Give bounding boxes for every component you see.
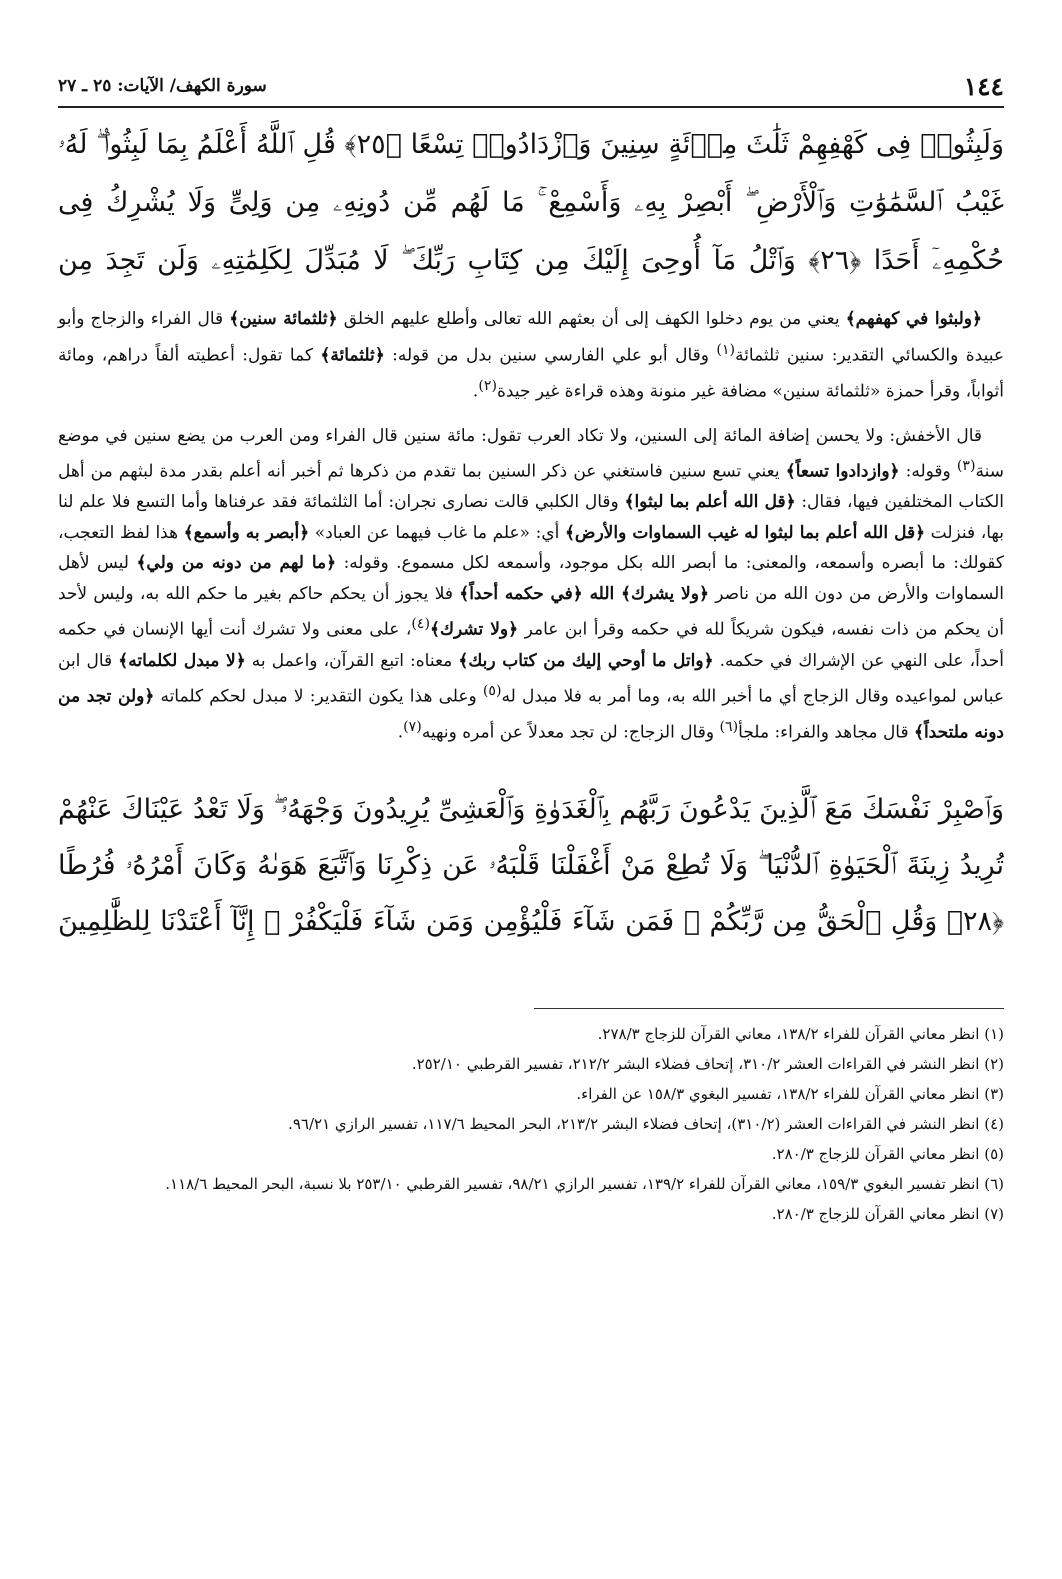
verse-quote: ﴿ولا تشرك﴾ (429, 620, 519, 641)
commentary-text: وقال الكلبي قالت نصارى نجران: أما الثلثمائة فقد عرفناها وأما التسع فلا علم لنا بها، فنزلت (58, 492, 1004, 543)
commentary-text: قال ابن عباس لمواعيده وقال الزجاج أي ما أخبر الله به، وما أمر به فلا مبدل له (58, 650, 1004, 707)
commentary-text: معناه: اتبع القرآن، واعمل به (245, 650, 459, 671)
footnote-ref: (٧) (403, 719, 422, 736)
tafsir-paragraph-1 (58, 304, 1004, 407)
surah-reference: سورة الكهف/ الآيات: ٢٥ ـ ٢٧ (58, 76, 267, 96)
footnote-divider (534, 1008, 1004, 1009)
footnotes (58, 1019, 1004, 1229)
commentary-text: قال الفراء والزجاج وأبو عبيدة والكسائي التقدير: سنين ثلثمائة (58, 309, 1004, 366)
verse-quote: ﴿لا مبدل لكلماته﴾ (118, 650, 246, 671)
verse-quote: ﴿ثلثمائة﴾ (320, 345, 385, 366)
commentary-text: وقوله: (899, 461, 957, 482)
footnote-ref: (١) (716, 341, 736, 358)
footnote-1: (١) انظر معاني القرآن للفراء ١٣٨/٢، معاني القرآن للزجاج ٢٧٨/٣. (597, 1025, 1004, 1044)
footnote-ref: (٥) (482, 683, 502, 700)
quran-verses-25-27: وَلَبِثُوا۟ فِى كَهْفِهِمْ ثَلَٰثَ مِا۟ئَةٍ سِنِينَ وَٱزْدَادُوا۟ تِسْعًا ﴿٢٥﴾ قُلِ ٱللَّهُ أَعْلَمُ بِمَا لَبِثُوا۟ ۖ لَهُۥ غَيْبُ ٱلسَّمَٰوَٰتِ وَٱلْأَرْضِ ۖ أَبْصِرْ بِهِۦ وَأَسْمِعْ ۚ مَا لَهُم مِّن دُونِهِۦ مِن وَلِىٍّ وَلَا يُشْرِكُ فِى حُكْمِهِۦٓ أَحَدًا ﴿٢٦﴾ وَٱتْلُ مَآ أُوحِىَ إِلَيْكَ مِن كِتَابِ رَبِّكَ ۖ لَا مُبَدِّلَ لِكَلِمَٰتِهِۦ وَلَن تَجِدَ مِن (58, 129, 1004, 276)
footnote-4: (٤) انظر النشر في القراءات العشر (٣١٠/٢)، إتحاف فضلاء البشر ٢١٣/٢، البحر المحيط ١١٧/٦، تفسير الرازي ٩٦/٢١. (288, 1115, 1004, 1134)
commentary-text: وعلى هذا يكون التقدير: لا مبدل لحكم كلماته (154, 686, 483, 707)
footnote-ref: (٢) (478, 377, 497, 394)
footnote-ref: (٤) (411, 616, 430, 633)
page-number: ١٤٤ (963, 72, 1004, 101)
commentary-text: ليس لأهل السماوات والأرض من دون الله من ناصر (58, 553, 1005, 604)
verse-quote: ﴿قل الله أعلم بما لبثوا له غيب السماوات والأرض﴾ (564, 522, 926, 543)
verse-quote: ﴿ولبثوا في كهفهم﴾ (845, 309, 982, 329)
tafsir-commentary (58, 304, 1004, 748)
verse-quote: ﴿في حكمه أحداً﴾ (459, 583, 583, 604)
commentary-text: قال مجاهد والفراء: ملجأ (738, 722, 914, 743)
commentary-text: يعني من يوم دخلوا الكهف إلى أن بعثهم الله تعالى وأطلع عليهم الخلق (337, 309, 846, 329)
commentary-text: الله (582, 583, 622, 604)
commentary-text: أي: «علم ما غاب فيهما عن العباد» (309, 522, 565, 543)
footnote-ref: (٦) (719, 719, 739, 736)
commentary-text: وقال الزجاج: لن تجد معدلاً عن أمره ونهيه (421, 722, 720, 743)
verse-quote: ﴿واتل ما أوحي إليك من كتاب ربك﴾ (458, 650, 714, 671)
book-page (58, 72, 1004, 1229)
verse-quote: ﴿قل الله أعلم بما لبثوا﴾ (624, 492, 796, 513)
commentary-text: كما تقول: أعطيته ألفاً دراهم، ومائة أثواباً، وقرأ حمزة «ثلثمائة سنين» مضافة غير منونة وهذه قراءة غير جيدة (58, 345, 1004, 402)
verse-quote: ﴿ولن تجد من دونه ملتحداً﴾ (58, 686, 1004, 743)
footnote-ref: (٣) (956, 458, 976, 475)
verse-quote: ﴿ولا يشرك﴾ (621, 583, 709, 604)
tafsir-paragraph-2 (58, 421, 1004, 749)
quran-verses-28-29: وَٱصْبِرْ نَفْسَكَ مَعَ ٱلَّذِينَ يَدْعُونَ رَبَّهُم بِٱلْغَدَوٰةِ وَٱلْعَشِىِّ يُرِيدُونَ وَجْهَهُۥ ۖ وَلَا تَعْدُ عَيْنَاكَ عَنْهُمْ تُرِيدُ زِينَةَ ٱلْحَيَوٰةِ ٱلدُّنْيَا ۖ وَلَا تُطِعْ مَنْ أَغْفَلْنَا قَلْبَهُۥ عَن ذِكْرِنَا وَٱتَّبَعَ هَوَىٰهُ وَكَانَ أَمْرُهُۥ فُرُطًا ﴿٢٨﴾ وَقُلِ ٱلْحَقُّ مِن رَّبِّكُمْ ۖ فَمَن شَآءَ فَلْيُؤْمِن وَمَن شَآءَ فَلْيَكْفُرْ ۚ إِنَّآ أَعْتَدْنَا لِلظَّٰلِمِينَ (58, 794, 1004, 938)
commentary-text: يعني تسع سنين فاستغني عن ذكر السنين بما تقدم من ذكرها ثم أخبر أنه أعلم بقدر مدة لبثهم من أهل الكتاب المختلفين فيها، فقال: (58, 461, 1005, 513)
footnote-6: (٦) انظر تفسير البغوي ١٥٩/٣، معاني القرآن للفراء ١٣٩/٢، تفسير الرازي ٩٨/٢١، تفسير القرطبي ٢٥٣/١٠ بلا نسبة، البحر المحيط ١١٨/٦. (165, 1175, 1004, 1194)
verse-quote: ﴿ما لهم من دونه من ولي﴾ (136, 553, 337, 574)
footnote-3: (٣) انظر معاني القرآن للفراء ١٣٨/٢، تفسير البغوي ١٥٨/٣ عن الفراء. (576, 1085, 1004, 1104)
commentary-text: فلا يجوز أن يحكم حاكم بغير ما حكم الله به، وليس لأحد أن يحكم من ذات نفسه، فيكون شريكاً لله في حكمه وقرأ ابن عامر (58, 583, 1004, 641)
verse-quote: ﴿ثلثمائة سنين﴾ (229, 309, 338, 329)
verse-quote: ﴿أبصر به وأسمع﴾ (183, 522, 310, 543)
footnote-5: (٥) انظر معاني القرآن للزجاج ٢٨٠/٣. (771, 1145, 1004, 1164)
page-header (58, 72, 1004, 108)
footnote-7: (٧) انظر معاني القرآن للزجاج ٢٨٠/٣. (771, 1205, 1004, 1224)
commentary-text: ، على معنى ولا تشرك أنت أيها الإنسان في حكمه أحداً، على النهي عن الإشراك في حكمه. (58, 620, 1004, 671)
commentary-text: . (397, 722, 404, 743)
verse-quote: ﴿وازدادوا تسعاً﴾ (785, 461, 900, 482)
commentary-text: وقال أبو علي الفارسي سنين بدل من قوله: (384, 345, 717, 366)
commentary-text: قال الأخفش: ولا يحسن إضافة المائة إلى السنين، ولا تكاد العرب تقول: مائة سنين قال الفراء ومن العرب من يضع سنين في موضع سنة (58, 425, 1005, 482)
commentary-text: . (472, 381, 479, 402)
footnote-2: (٢) انظر النشر في القراءات العشر ٣١٠/٢، إتحاف فضلاء البشر ٢١٢/٢، تفسير القرطبي ٢٥٢/١٠. (411, 1055, 1004, 1074)
commentary-text: هذا لفظ التعجب، كقولك: ما أبصره وأسمعه، والمعنى: ما أبصر الله بكل موجود، وأسمعه لكل مسموع. وقوله: (58, 522, 1004, 574)
